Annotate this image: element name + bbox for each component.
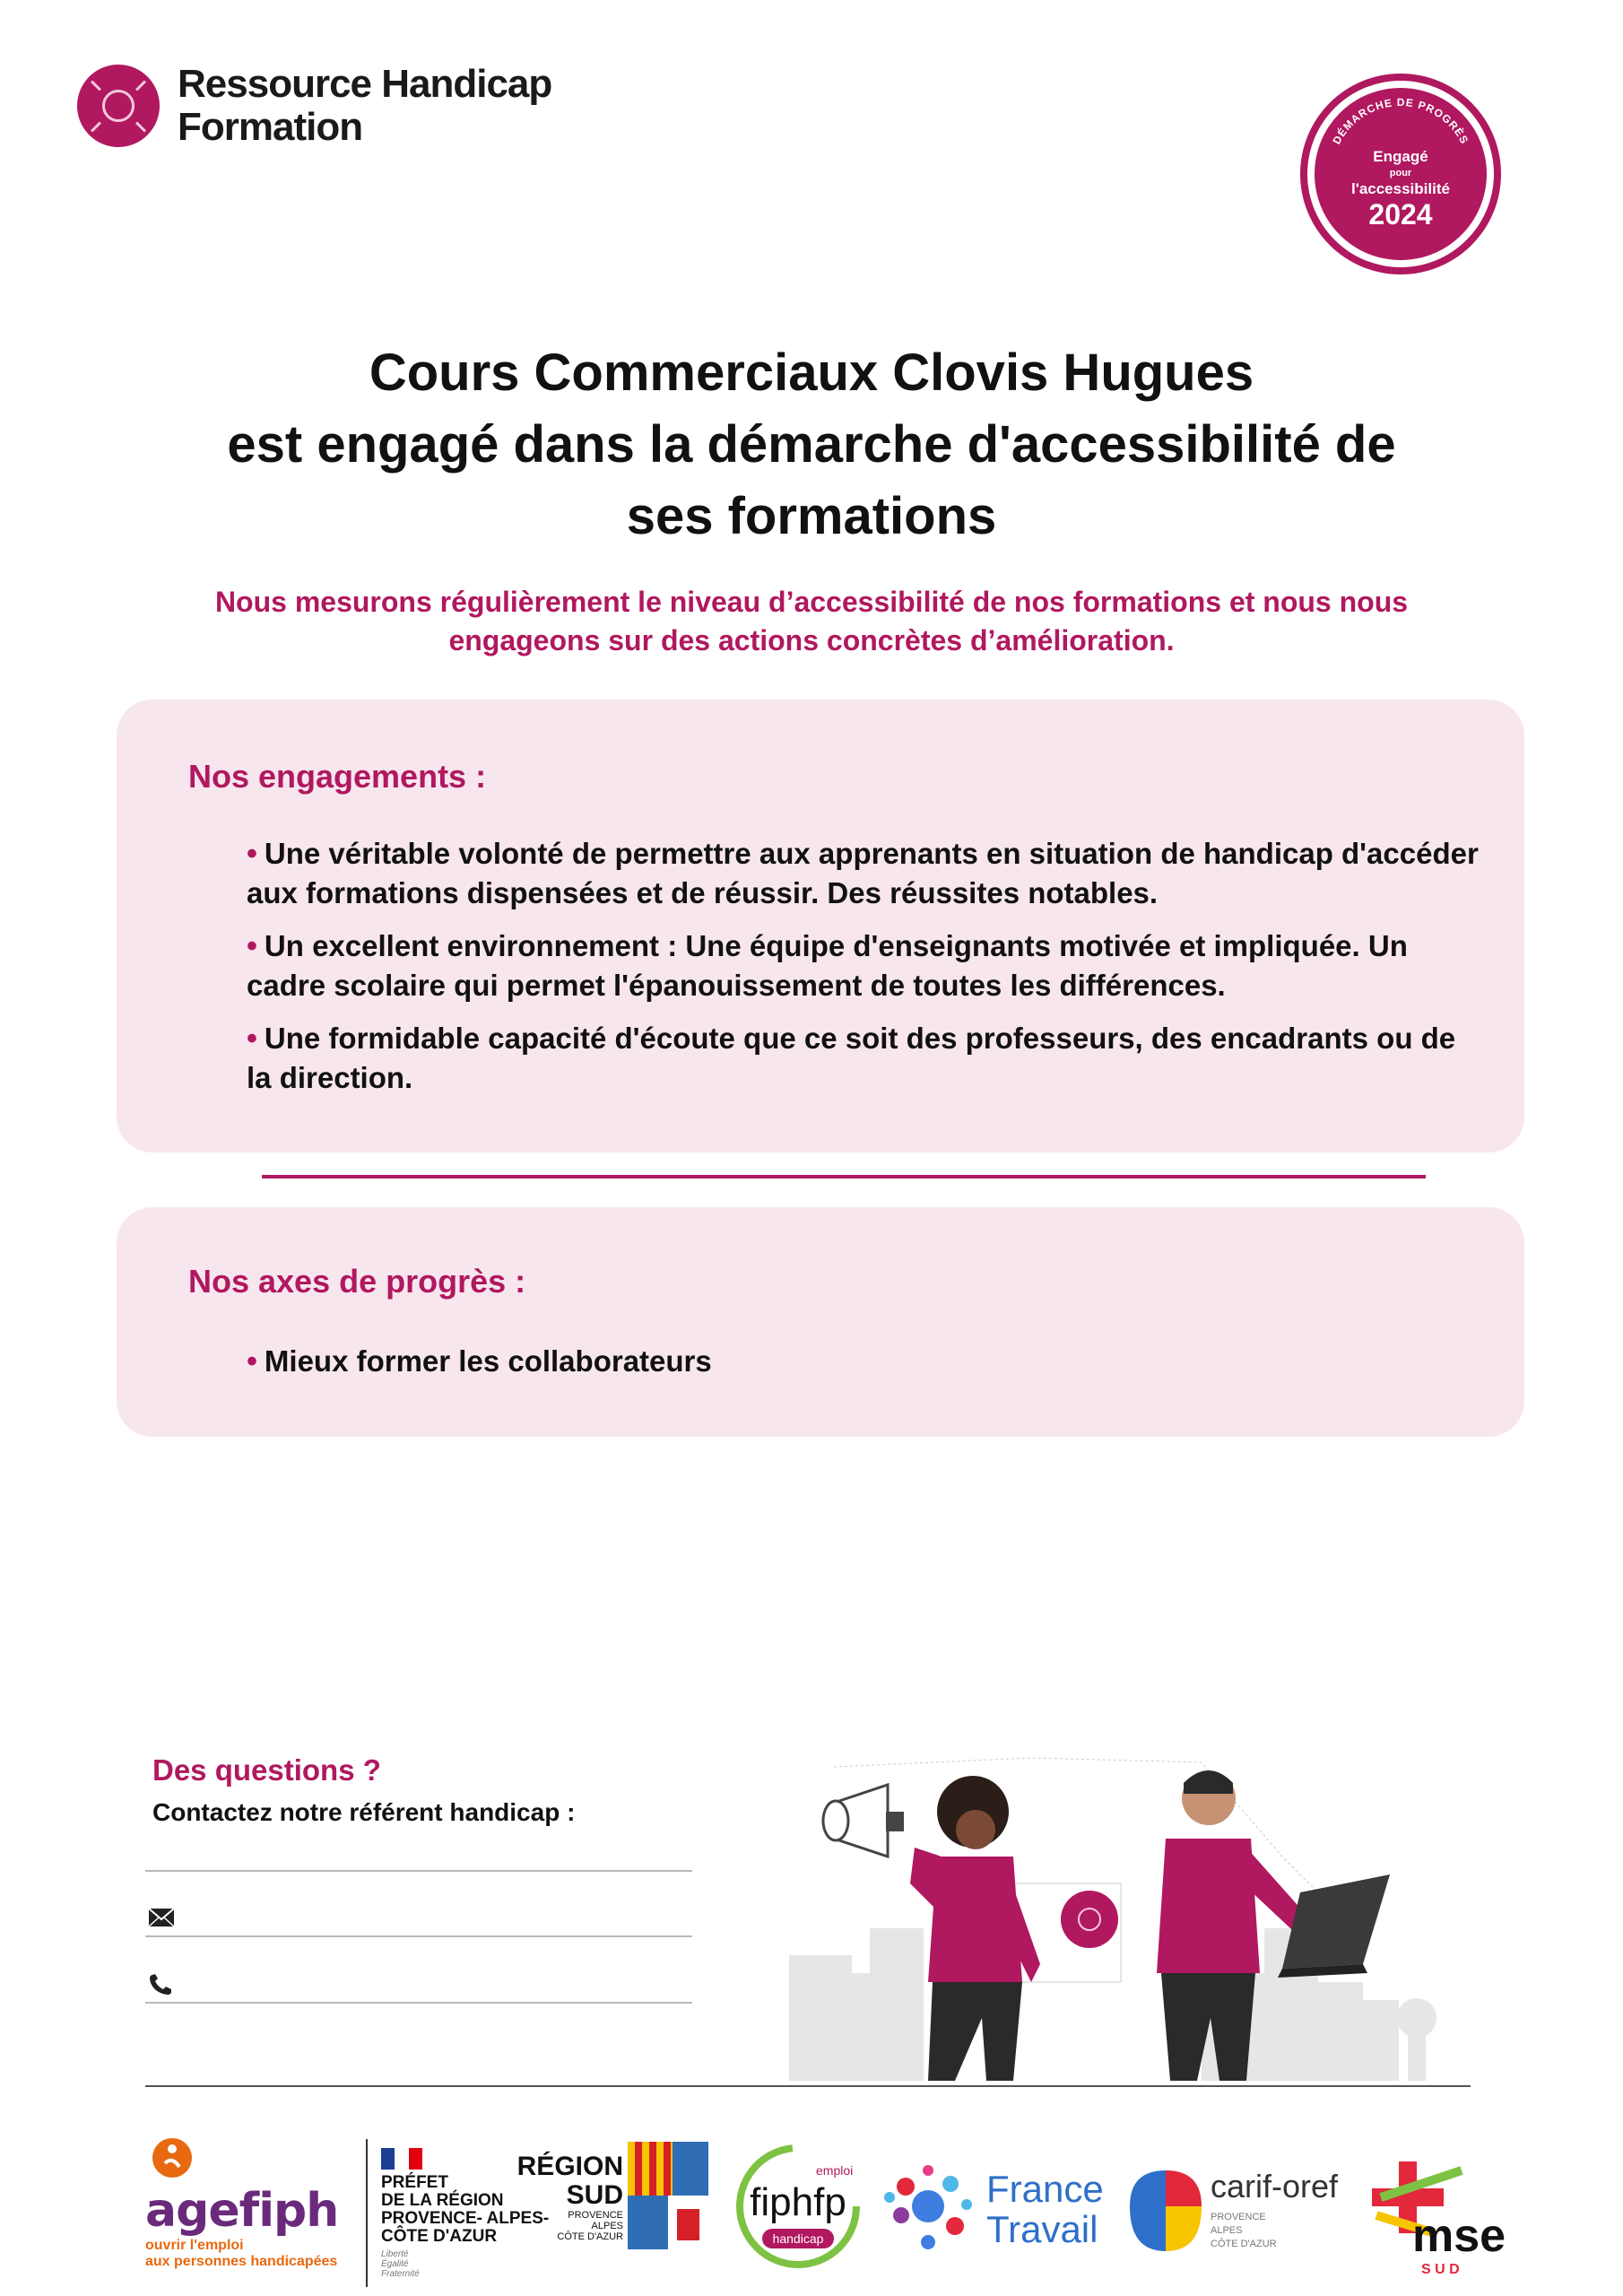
svg-text:S U D: S U D [1421, 2262, 1460, 2277]
engagements-heading: Nos engagements : [188, 758, 487, 795]
progres-heading: Nos axes de progrès : [188, 1263, 526, 1300]
france-travail-dots-icon [884, 2165, 972, 2249]
svg-text:emploi: emploi [816, 2163, 854, 2178]
carif-oref-logo [1121, 2152, 1363, 2269]
contact-question: Des questions ? [152, 1753, 381, 1787]
france-travail-logo [879, 2152, 1121, 2260]
list-item: • Un excellent environnement : Une équipe d'enseignants motivée et impliquée. Un cadre scolaire qui permet l'épanouissement de toutes les différences. [247, 929, 1408, 1002]
badge-arc-text: DÉMARCHE DE PROGRÈS [1330, 95, 1471, 147]
phone-icon [148, 1973, 175, 1996]
list-item: • Mieux former les collaborateurs [247, 1344, 712, 1378]
brand-logo-block [77, 63, 551, 149]
svg-text:ALPES: ALPES [1211, 2225, 1243, 2236]
svg-text:mse: mse [1412, 2210, 1506, 2262]
badge-line3: l'accessibilité [1351, 180, 1450, 197]
svg-text:handicap: handicap [772, 2231, 824, 2246]
list-item: • Une formidable capacité d'écoute que ce soit des professeurs, des encadrants ou de la direction. [247, 1022, 1456, 1094]
carif-oref-emblem-icon [1130, 2170, 1202, 2251]
agefiph-emblem-icon [145, 2135, 199, 2179]
prefet-logo: PRÉFET DE LA RÉGION PROVENCE- ALPES- CÔTE D'AZUR Liberté Égalité Fraternité [381, 2148, 551, 2279]
brand-name: Ressource Handicap Formation [178, 62, 552, 149]
svg-text:PROVENCE: PROVENCE [1211, 2212, 1266, 2222]
accessibility-badge [1297, 70, 1505, 278]
svg-text:CÔTE D'AZUR: CÔTE D'AZUR [1211, 2239, 1277, 2249]
bullet-icon: • [247, 1344, 257, 1378]
contact-email-line [145, 1935, 692, 1937]
badge-year: 2024 [1368, 198, 1433, 230]
mse-sud-logo [1363, 2152, 1506, 2278]
svg-text:carif-oref: carif-oref [1211, 2168, 1339, 2205]
contact-phone-line [145, 2002, 692, 2004]
agefiph-logo [145, 2135, 369, 2270]
region-sud-logo: RÉGION SUD PROVENCE ALPES CÔTE D'AZUR [516, 2152, 623, 2242]
logo-separator [366, 2139, 368, 2287]
agefiph-tagline: aux personnes handicapées [145, 2254, 338, 2269]
badge-line1: Engagé [1373, 148, 1428, 165]
bullet-icon: • [247, 837, 257, 871]
agefiph-wordmark: agefiph [145, 2184, 339, 2238]
agefiph-tagline: ouvrir l'emploi [145, 2238, 244, 2253]
region-coat-of-arms-icon [628, 2142, 708, 2249]
footer-divider [145, 2085, 1471, 2087]
section-divider [262, 1175, 1426, 1178]
engagements-panel [117, 700, 1524, 1152]
contact-subtitle: Contactez notre référent handicap : [152, 1798, 576, 1826]
progres-panel [117, 1207, 1524, 1437]
list-item: • Une véritable volonté de permettre aux apprenants en situation de handicap d'accéder aux formations dispensées et de réussir. Des réussites notables. [247, 837, 1479, 909]
badge-line2: pour [1389, 168, 1412, 178]
megaphone-illustration [780, 1749, 1480, 2081]
bullet-icon: • [247, 1022, 257, 1056]
page-subtitle: Nous mesurons régulièrement le niveau d’accessibilité de nos formations et nous nous engageons sur des actions concrètes d’amélioration. [214, 586, 1409, 657]
svg-text:fiphfp: fiphfp [750, 2180, 846, 2224]
page-title: Cours Commerciaux Clovis Hugues est engagé dans la démarche d'accessibilité de ses formations [227, 344, 1396, 545]
svg-text:France: France [986, 2168, 1104, 2210]
engagements-list [247, 834, 1480, 1111]
progres-list [247, 1342, 1480, 1395]
marianne-flag-icon [381, 2148, 422, 2170]
contact-name-line [145, 1870, 692, 1872]
fiphfp-logo [731, 2139, 865, 2274]
svg-text:Travail: Travail [986, 2208, 1098, 2250]
ressource-handicap-logo-icon [77, 65, 160, 147]
bullet-icon: • [247, 929, 257, 963]
mail-icon [148, 1906, 175, 1929]
